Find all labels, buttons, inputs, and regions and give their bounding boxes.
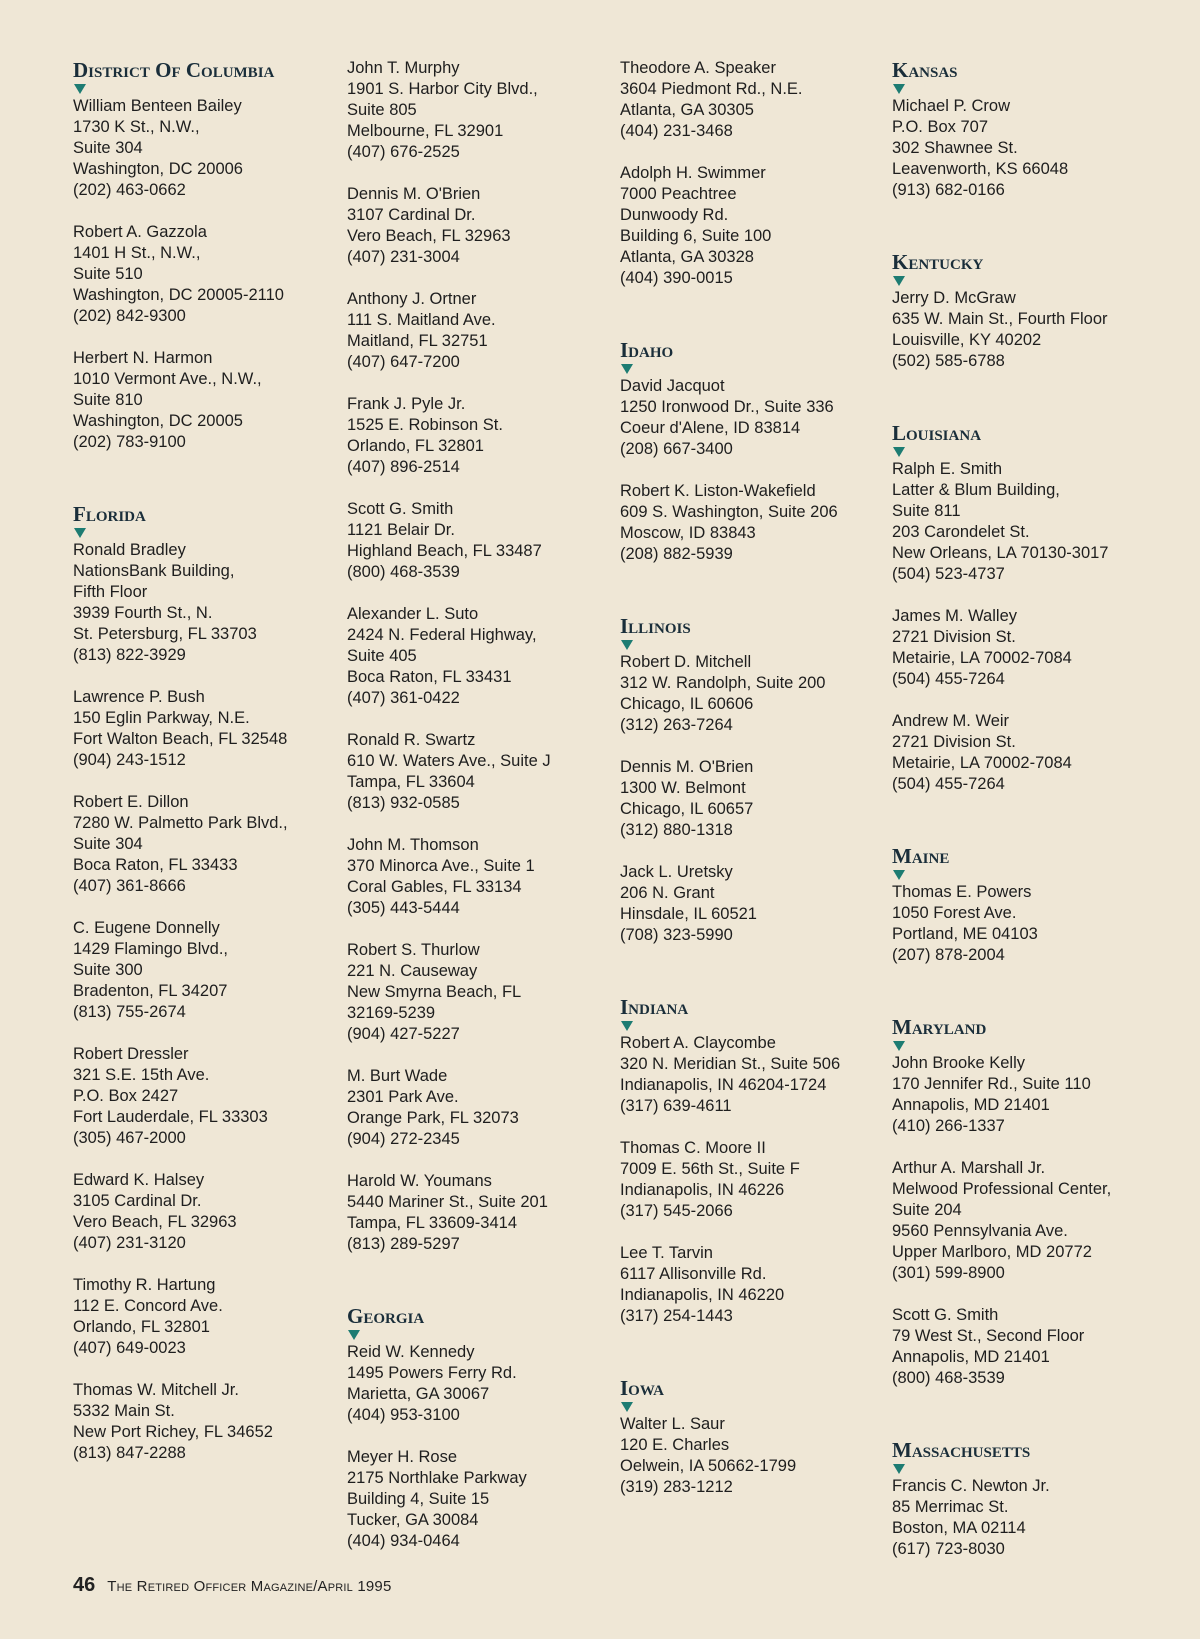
entry-address-line: Building 6, Suite 100 — [620, 227, 772, 245]
directory-entry — [892, 1053, 1152, 1137]
entry-address-line: 3107 Cardinal Dr. — [347, 206, 476, 224]
directory-entry — [347, 1447, 607, 1552]
entry-name: Harold W. Youmans — [347, 1172, 492, 1190]
entry-name: Thomas E. Powers — [892, 883, 1032, 901]
entry-phone: (404) 390-0015 — [620, 269, 733, 287]
entry-phone: (319) 283-1212 — [620, 1478, 733, 1496]
entry-address-line: Vero Beach, FL 32963 — [73, 1213, 237, 1231]
entry-address-line: 9560 Pennsylvania Ave. — [892, 1222, 1068, 1240]
entry-name: Frank J. Pyle Jr. — [347, 395, 466, 413]
entry-name: M. Burt Wade — [347, 1067, 448, 1085]
directory-entry — [620, 1033, 880, 1117]
state-heading: Illinois — [620, 614, 691, 638]
directory-entry — [892, 288, 1152, 372]
state-section — [892, 421, 1152, 844]
entry-address-line: Leavenworth, KS 66048 — [892, 160, 1069, 178]
entry-address-line: 85 Merrimac St. — [892, 1498, 1009, 1516]
state-section — [892, 250, 1152, 421]
directory-entry — [347, 730, 607, 814]
entry-phone: (207) 878-2004 — [892, 946, 1005, 964]
entry-name: Robert S. Thurlow — [347, 941, 480, 959]
entry-name: Lawrence P. Bush — [73, 688, 205, 706]
entry-address-line: 1401 H St., N.W., — [73, 244, 201, 262]
entry-phone: (301) 599-8900 — [892, 1264, 1005, 1282]
entry-name: John T. Murphy — [347, 59, 460, 77]
entry-name: John Brooke Kelly — [892, 1054, 1025, 1072]
state-section — [620, 614, 880, 995]
entry-name: Robert E. Dillon — [73, 793, 189, 811]
entry-phone: (904) 243-1512 — [73, 751, 186, 769]
entry-phone: (617) 723-8030 — [892, 1540, 1005, 1558]
entry-address-line: Coral Gables, FL 33134 — [347, 878, 522, 896]
directory-entry — [347, 940, 607, 1045]
entry-address-line: Portland, ME 04103 — [892, 925, 1038, 943]
state-heading: Maine — [892, 844, 950, 868]
entry-name: C. Eugene Donnelly — [73, 919, 220, 937]
entry-address-line: Oelwein, IA 50662-1799 — [620, 1457, 797, 1475]
state-heading: Idaho — [620, 338, 674, 362]
state-heading: Iowa — [620, 1376, 665, 1400]
triangle-down-icon — [621, 1021, 633, 1031]
directory-entry — [620, 757, 880, 841]
entry-address-line: 7000 Peachtree — [620, 185, 737, 203]
entry-phone: (813) 847-2288 — [73, 1444, 186, 1462]
entry-address-line: Suite 204 — [892, 1201, 962, 1219]
directory-entry — [73, 1380, 333, 1464]
directory-entry — [73, 222, 333, 327]
entry-address-line: P.O. Box 2427 — [73, 1087, 179, 1105]
entry-address-line: 2424 N. Federal Highway, — [347, 626, 537, 644]
entry-phone: (404) 934-0464 — [347, 1532, 460, 1550]
entry-address-line: Indianapolis, IN 46220 — [620, 1286, 785, 1304]
directory-entry — [73, 687, 333, 771]
entry-address-line: 1300 W. Belmont — [620, 779, 746, 797]
entry-address-line: 5332 Main St. — [73, 1402, 175, 1420]
entry-address-line: Orlando, FL 32801 — [73, 1318, 210, 1336]
entry-address-line: Vero Beach, FL 32963 — [347, 227, 511, 245]
entry-address-line: 3939 Fourth St., N. — [73, 604, 213, 622]
entry-phone: (502) 585-6788 — [892, 352, 1005, 370]
entry-phone: (904) 427-5227 — [347, 1025, 460, 1043]
triangle-down-icon — [893, 447, 905, 457]
entry-name: Thomas C. Moore II — [620, 1139, 766, 1157]
entry-address-line: Washington, DC 20005 — [73, 412, 243, 430]
state-section — [892, 1438, 1152, 1560]
entry-address-line: 320 N. Meridian St., Suite 506 — [620, 1055, 841, 1073]
entry-address-line: 79 West St., Second Floor — [892, 1327, 1085, 1345]
entry-address-line: 609 S. Washington, Suite 206 — [620, 503, 838, 521]
column-4 — [892, 58, 1152, 1581]
entry-phone: (813) 822-3929 — [73, 646, 186, 664]
entry-address-line: 32169-5239 — [347, 1004, 436, 1022]
state-section — [892, 844, 1152, 1015]
entry-address-line: 3105 Cardinal Dr. — [73, 1192, 202, 1210]
triangle-down-icon — [621, 364, 633, 374]
entry-address-line: Metairie, LA 70002-7084 — [892, 649, 1072, 667]
entry-address-line: Boston, MA 02114 — [892, 1519, 1026, 1537]
entry-name: Ralph E. Smith — [892, 460, 1003, 478]
entry-address-line: Moscow, ID 83843 — [620, 524, 756, 542]
entry-name: Francis C. Newton Jr. — [892, 1477, 1050, 1495]
entry-phone: (407) 361-8666 — [73, 877, 186, 895]
entry-address-line: Highland Beach, FL 33487 — [347, 542, 542, 560]
entry-name: Robert K. Liston-Wakefield — [620, 482, 816, 500]
entry-name: Walter L. Saur — [620, 1415, 725, 1433]
state-heading: Maryland — [892, 1015, 987, 1039]
entry-name: Ronald R. Swartz — [347, 731, 476, 749]
entry-address-line: Suite 510 — [73, 265, 143, 283]
triangle-down-icon — [74, 84, 86, 94]
entry-name: Dennis M. O'Brien — [620, 758, 754, 776]
entry-phone: (404) 231-3468 — [620, 122, 733, 140]
entry-address-line: 2721 Division St. — [892, 733, 1016, 751]
entry-name: Ronald Bradley — [73, 541, 186, 559]
entry-name: Robert A. Claycombe — [620, 1034, 776, 1052]
entry-phone: (800) 468-3539 — [347, 563, 460, 581]
entry-address-line: 635 W. Main St., Fourth Floor — [892, 310, 1108, 328]
entry-address-line: Hinsdale, IL 60521 — [620, 905, 757, 923]
entry-name: William Benteen Bailey — [73, 97, 242, 115]
entry-phone: (305) 467-2000 — [73, 1129, 186, 1147]
entry-name: David Jacquot — [620, 377, 725, 395]
page-footer — [73, 1574, 392, 1597]
entry-address-line: 2721 Division St. — [892, 628, 1016, 646]
entry-phone: (407) 361-0422 — [347, 689, 460, 707]
entry-address-line: 7280 W. Palmetto Park Blvd., — [73, 814, 288, 832]
entry-phone: (407) 676-2525 — [347, 143, 460, 161]
entry-phone: (813) 755-2674 — [73, 1003, 186, 1021]
entry-address-line: 1010 Vermont Ave., N.W., — [73, 370, 262, 388]
entry-name: Robert D. Mitchell — [620, 653, 752, 671]
entry-name: Herbert N. Harmon — [73, 349, 213, 367]
directory-entry — [73, 540, 333, 666]
triangle-down-icon — [893, 1041, 905, 1051]
entry-address-line: Melwood Professional Center, — [892, 1180, 1112, 1198]
entry-phone: (407) 649-0023 — [73, 1339, 186, 1357]
entry-address-line: 610 W. Waters Ave., Suite J — [347, 752, 551, 770]
entry-name: Alexander L. Suto — [347, 605, 479, 623]
state-section — [620, 58, 880, 338]
entry-address-line: New Port Richey, FL 34652 — [73, 1423, 273, 1441]
entry-address-line: Suite 304 — [73, 139, 143, 157]
directory-entry — [347, 1171, 607, 1255]
entry-address-line: Marietta, GA 30067 — [347, 1385, 490, 1403]
state-section — [620, 995, 880, 1376]
directory-entry — [347, 58, 607, 163]
entry-phone: (904) 272-2345 — [347, 1130, 460, 1148]
entry-address-line: 2175 Northlake Parkway — [347, 1469, 527, 1487]
entry-phone: (407) 647-7200 — [347, 353, 460, 371]
entry-phone: (813) 932-0585 — [347, 794, 460, 812]
entry-address-line: Upper Marlboro, MD 20772 — [892, 1243, 1092, 1261]
directory-entry — [620, 1138, 880, 1222]
entry-address-line: Fort Walton Beach, FL 32548 — [73, 730, 288, 748]
entry-address-line: 1730 K St., N.W., — [73, 118, 200, 136]
directory-entry — [620, 376, 880, 460]
entry-address-line: 321 S.E. 15th Ave. — [73, 1066, 210, 1084]
entry-address-line: 112 E. Concord Ave. — [73, 1297, 223, 1315]
directory-entry — [620, 862, 880, 946]
entry-phone: (813) 289-5297 — [347, 1235, 460, 1253]
entry-name: Thomas W. Mitchell Jr. — [73, 1381, 239, 1399]
entry-address-line: Chicago, IL 60606 — [620, 695, 754, 713]
entry-name: Edward K. Halsey — [73, 1171, 205, 1189]
entry-name: Jerry D. McGraw — [892, 289, 1016, 307]
entry-address-line: Suite 405 — [347, 647, 417, 665]
entry-name: Theodore A. Speaker — [620, 59, 776, 77]
triangle-down-icon — [893, 84, 905, 94]
entry-address-line: Latter & Blum Building, — [892, 481, 1060, 499]
entry-phone: (312) 880-1318 — [620, 821, 733, 839]
entry-address-line: Coeur d'Alene, ID 83814 — [620, 419, 801, 437]
directory-entry — [620, 163, 880, 289]
state-heading: Kansas — [892, 58, 958, 82]
directory-entry — [73, 1044, 333, 1149]
entry-address-line: P.O. Box 707 — [892, 118, 989, 136]
entry-address-line: Dunwoody Rd. — [620, 206, 729, 224]
triangle-down-icon — [621, 640, 633, 650]
directory-entry — [892, 711, 1152, 795]
entry-phone: (407) 231-3004 — [347, 248, 460, 266]
entry-phone: (305) 443-5444 — [347, 899, 460, 917]
directory-entry — [73, 1170, 333, 1254]
publication-title: The Retired Officer Magazine/April 1995 — [107, 1578, 392, 1595]
directory-entry — [892, 96, 1152, 201]
column-1 — [73, 58, 333, 1485]
entry-name: Timothy R. Hartung — [73, 1276, 216, 1294]
entry-address-line: Atlanta, GA 30328 — [620, 248, 754, 266]
entry-address-line: Suite 300 — [73, 961, 143, 979]
entry-phone: (410) 266-1337 — [892, 1117, 1005, 1135]
entry-address-line: Atlanta, GA 30305 — [620, 101, 754, 119]
entry-address-line: St. Petersburg, FL 33703 — [73, 625, 257, 643]
entry-address-line: Melbourne, FL 32901 — [347, 122, 504, 140]
entry-name: James M. Walley — [892, 607, 1017, 625]
state-heading: Louisiana — [892, 421, 982, 445]
entry-address-line: Washington, DC 20006 — [73, 160, 243, 178]
entry-phone: (800) 468-3539 — [892, 1369, 1005, 1387]
entry-address-line: 3604 Piedmont Rd., N.E. — [620, 80, 803, 98]
entry-address-line: 1429 Flamingo Blvd., — [73, 940, 229, 958]
entry-address-line: Tucker, GA 30084 — [347, 1511, 479, 1529]
entry-address-line: Chicago, IL 60657 — [620, 800, 754, 818]
entry-name: Dennis M. O'Brien — [347, 185, 481, 203]
directory-entry — [347, 1342, 607, 1426]
directory-entry — [892, 459, 1152, 585]
entry-name: Anthony J. Ortner — [347, 290, 477, 308]
entry-phone: (202) 463-0662 — [73, 181, 186, 199]
triangle-down-icon — [621, 1402, 633, 1412]
directory-entry — [892, 1158, 1152, 1284]
directory-entry — [892, 1305, 1152, 1389]
entry-phone: (504) 455-7264 — [892, 775, 1005, 793]
state-section — [73, 502, 333, 1464]
triangle-down-icon — [74, 528, 86, 538]
entry-address-line: Suite 810 — [73, 391, 143, 409]
state-section — [347, 58, 607, 1304]
state-heading: Indiana — [620, 995, 689, 1019]
entry-name: Arthur A. Marshall Jr. — [892, 1159, 1046, 1177]
entry-address-line: 203 Carondelet St. — [892, 523, 1030, 541]
triangle-down-icon — [893, 276, 905, 286]
state-heading: Kentucky — [892, 250, 984, 274]
directory-entry — [892, 1476, 1152, 1560]
entry-address-line: 1250 Ironwood Dr., Suite 336 — [620, 398, 834, 416]
triangle-down-icon — [348, 1330, 360, 1340]
entry-address-line: New Orleans, LA 70130-3017 — [892, 544, 1109, 562]
triangle-down-icon — [893, 870, 905, 880]
entry-name: Meyer H. Rose — [347, 1448, 458, 1466]
entry-name: Scott G. Smith — [892, 1306, 999, 1324]
entry-phone: (317) 254-1443 — [620, 1307, 733, 1325]
entry-address-line: Louisville, KY 40202 — [892, 331, 1042, 349]
directory-entry — [620, 652, 880, 736]
state-heading: Florida — [73, 502, 146, 526]
entry-address-line: 150 Eglin Parkway, N.E. — [73, 709, 250, 727]
entry-address-line: 1495 Powers Ferry Rd. — [347, 1364, 517, 1382]
entry-address-line: Building 4, Suite 15 — [347, 1490, 490, 1508]
state-heading: District Of Columbia — [73, 58, 275, 82]
entry-address-line: 312 W. Randolph, Suite 200 — [620, 674, 826, 692]
entry-phone: (504) 455-7264 — [892, 670, 1005, 688]
entry-phone: (504) 523-4737 — [892, 565, 1005, 583]
state-section — [620, 1376, 880, 1498]
entry-address-line: Fort Lauderdale, FL 33303 — [73, 1108, 268, 1126]
entry-address-line: 302 Shawnee St. — [892, 139, 1018, 157]
entry-name: Jack L. Uretsky — [620, 863, 733, 881]
entry-address-line: Tampa, FL 33604 — [347, 773, 475, 791]
entry-address-line: Orange Park, FL 32073 — [347, 1109, 519, 1127]
entry-phone: (208) 667-3400 — [620, 440, 733, 458]
entry-phone: (407) 896-2514 — [347, 458, 460, 476]
directory-entry — [73, 918, 333, 1023]
directory-entry — [620, 1243, 880, 1327]
entry-name: Scott G. Smith — [347, 500, 454, 518]
directory-entry — [347, 499, 607, 583]
entry-name: Andrew M. Weir — [892, 712, 1010, 730]
entry-address-line: Maitland, FL 32751 — [347, 332, 488, 350]
directory-entry — [620, 481, 880, 565]
entry-phone: (202) 842-9300 — [73, 307, 186, 325]
directory-entry — [73, 792, 333, 897]
directory-entry — [620, 58, 880, 142]
entry-phone: (404) 953-3100 — [347, 1406, 460, 1424]
state-section — [620, 338, 880, 614]
entry-address-line: NationsBank Building, — [73, 562, 235, 580]
entry-address-line: Metairie, LA 70002-7084 — [892, 754, 1072, 772]
entry-name: Lee T. Tarvin — [620, 1244, 713, 1262]
column-2 — [347, 58, 607, 1573]
directory-entry — [347, 604, 607, 709]
directory-entry — [347, 184, 607, 268]
entry-name: Reid W. Kennedy — [347, 1343, 475, 1361]
entry-name: John M. Thomson — [347, 836, 479, 854]
entry-address-line: 2301 Park Ave. — [347, 1088, 459, 1106]
entry-phone: (913) 682-0166 — [892, 181, 1005, 199]
entry-phone: (708) 323-5990 — [620, 926, 733, 944]
entry-address-line: Suite 811 — [892, 502, 961, 520]
entry-address-line: 1901 S. Harbor City Blvd., — [347, 80, 538, 98]
entry-phone: (202) 783-9100 — [73, 433, 186, 451]
entry-address-line: 1525 E. Robinson St. — [347, 416, 503, 434]
entry-name: Adolph H. Swimmer — [620, 164, 766, 182]
triangle-down-icon — [893, 1464, 905, 1474]
entry-address-line: New Smyrna Beach, FL — [347, 983, 522, 1001]
directory-entry — [73, 348, 333, 453]
entry-address-line: 221 N. Causeway — [347, 962, 478, 980]
entry-address-line: Tampa, FL 33609-3414 — [347, 1214, 518, 1232]
entry-phone: (317) 639-4611 — [620, 1097, 732, 1115]
entry-address-line: 1121 Belair Dr. — [347, 521, 455, 539]
directory-entry — [892, 882, 1152, 966]
entry-phone: (317) 545-2066 — [620, 1202, 733, 1220]
entry-address-line: Annapolis, MD 21401 — [892, 1348, 1050, 1366]
directory-entry — [73, 1275, 333, 1359]
entry-phone: (208) 882-5939 — [620, 545, 733, 563]
page-number: 46 — [73, 1574, 96, 1596]
entry-address-line: Boca Raton, FL 33433 — [73, 856, 238, 874]
entry-phone: (407) 231-3120 — [73, 1234, 186, 1252]
entry-address-line: Bradenton, FL 34207 — [73, 982, 228, 1000]
entry-phone: (312) 263-7264 — [620, 716, 733, 734]
entry-address-line: 6117 Allisonville Rd. — [620, 1265, 767, 1283]
entry-address-line: 370 Minorca Ave., Suite 1 — [347, 857, 535, 875]
entry-address-line: Washington, DC 20005-2110 — [73, 286, 284, 304]
state-section — [892, 58, 1152, 250]
state-heading: Massachusetts — [892, 1438, 1031, 1462]
directory-entry — [347, 289, 607, 373]
directory-entry — [892, 606, 1152, 690]
entry-name: Michael P. Crow — [892, 97, 1010, 115]
entry-address-line: Boca Raton, FL 33431 — [347, 668, 512, 686]
state-heading: Georgia — [347, 1304, 425, 1328]
entry-address-line: Indianapolis, IN 46204-1724 — [620, 1076, 827, 1094]
entry-address-line: Annapolis, MD 21401 — [892, 1096, 1050, 1114]
entry-address-line: Suite 304 — [73, 835, 143, 853]
entry-address-line: 5440 Mariner St., Suite 201 — [347, 1193, 548, 1211]
entry-address-line: Indianapolis, IN 46226 — [620, 1181, 785, 1199]
entry-address-line: 7009 E. 56th St., Suite F — [620, 1160, 800, 1178]
entry-name: Robert A. Gazzola — [73, 223, 207, 241]
column-3 — [620, 58, 880, 1519]
entry-address-line: 1050 Forest Ave. — [892, 904, 1017, 922]
entry-address-line: 111 S. Maitland Ave. — [347, 311, 496, 329]
entry-address-line: Orlando, FL 32801 — [347, 437, 484, 455]
entry-address-line: Fifth Floor — [73, 583, 148, 601]
directory-entry — [73, 96, 333, 201]
state-section — [73, 58, 333, 502]
directory-entry — [347, 835, 607, 919]
state-section — [892, 1015, 1152, 1438]
directory-entry — [347, 394, 607, 478]
entry-name: Robert Dressler — [73, 1045, 189, 1063]
entry-address-line: 170 Jennifer Rd., Suite 110 — [892, 1075, 1091, 1093]
directory-entry — [347, 1066, 607, 1150]
state-section — [347, 1304, 607, 1552]
entry-address-line: 120 E. Charles — [620, 1436, 730, 1454]
entry-address-line: 206 N. Grant — [620, 884, 715, 902]
directory-entry — [620, 1414, 880, 1498]
entry-address-line: Suite 805 — [347, 101, 417, 119]
